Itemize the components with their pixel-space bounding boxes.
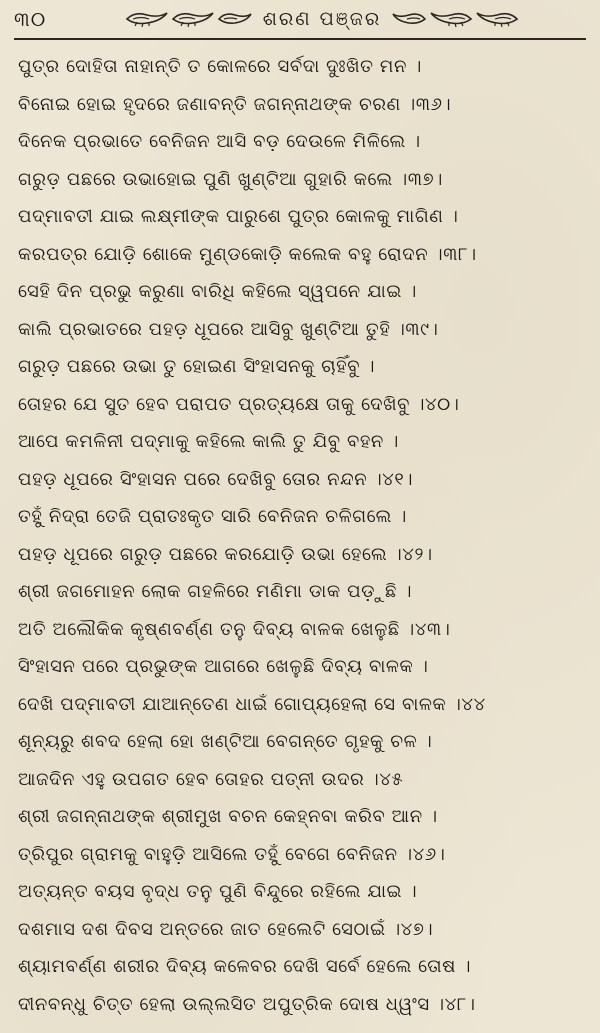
verse-line: କାଲି ପ୍ରଭାତରେ ପହଡ଼ ଧୂପରେ ଆସିବୁ ଖୁଣ୍ଟିଆ ତୁହି ।୩୯। (18, 318, 439, 340)
verse-line: ପହଡ଼ ଧୂପରେ ଗରୁଡ଼ ପଛରେ କରଯୋଡ଼ି ଉଭା ହେଲେ ।୪୨। (18, 543, 433, 565)
chapter-title: ଶରଣ ପଞ୍ଜର (262, 8, 382, 30)
verse-line: ଗରୁଡ଼ ପଛରେ ଉଭା ତୁ ହୋଇଣ ସିଂହାସନକୁ ଚାହିଁବୁ । (18, 356, 376, 377)
verse-line: ତହୁଁ ନିଦ୍ରା ତେଜି ପ୍ରାତଃକୃତ ସାରି ବେନିଜନ ଚଳିଗଲେ । (18, 506, 407, 527)
right-ornament (391, 9, 519, 29)
conch-shell-icon (217, 9, 253, 29)
verse-line: ପୁତ୍ର ଦୋହିତା ନାହାନ୍ତି ତ କୋଳରେ ସର୍ବଦା ଦୁଃଖିତ ମନ । (18, 56, 422, 77)
verse-list (14, 44, 586, 1023)
verse-line: ଶ୍ରୀ ଜଗନ୍ନାଥଙ୍କ ଶ୍ରୀମୁଖ ବଚନ କେହ୍ନବା କରିବ ଆନ । (18, 806, 438, 827)
header-rule (14, 38, 586, 40)
verse-line: ଶ୍ୟାମବର୍ଣ୍ଣ ଶରୀର ଦିବ୍ୟ କଳେବର ଦେଖି ସର୍ବେ ହେଲେ ତୋଷ । (18, 956, 472, 977)
conch-shell-icon (125, 9, 169, 29)
conch-shell-icon (171, 9, 215, 29)
verse-line: ବିନୋଇ ହୋଇ ହୃଦରେ ଜଣାବନ୍ତି ଜଗନ୍ନାଥଙ୍କ ଚରଣ ।୩୬। (18, 93, 452, 115)
verse-line: ପଦ୍ମାବତୀ ଯାଇ ଲକ୍ଷ୍ମୀଙ୍କ ପାରୁଶେ ପୁତ୍ର କୋଳକୁ ମାଗିଣ । (18, 206, 459, 227)
verse-line: ସେହି ଦିନ ପ୍ରଭୁ କରୁଣା ବାରିଧି କହିଲେ ସ୍ୱପନେ ଯାଇ । (18, 281, 417, 302)
left-ornament (125, 9, 253, 29)
verse-line: ତୋହର ଯେ ସୁତ ହେବ ପରାପତ ପ୍ରତ୍ୟକ୍ଷେ ତାକୁ ଦେଖିବୁ ।୪୦। (18, 393, 460, 415)
verse-line: କରପତ୍ର ଯୋଡ଼ି ଶୋକେ ମୁଣ୍ଡକୋଡ଼ି କଲେକ ବହୁ ରୋଦନ ।୩୮। (18, 243, 477, 265)
verse-line: ଆପେ କମଳିନୀ ପଦ୍ମାକୁ କହିଲେ କାଲି ତୁ ଯିବୁ ବହନ । (18, 431, 399, 452)
verse-line: ଶ୍ରୀ ଜଗମୋହନ ଲୋକ ଗହଳିରେ ମଣିମା ଡାକ ପଡ଼ୁଛି । (18, 581, 413, 602)
verse-line: ପହଡ଼ ଧୂପରେ ସିଂହାସନ ପରେ ଦେଖିବୁ ତୋର ନନ୍ଦନ ।୪୧। (18, 468, 414, 490)
verse-line: ଅତ୍ୟନ୍ତ ବୟସ ବୃଦ୍ଧ ତନୁ ପୁଣି ବିନ୍ଦୁରେ ରହିଲେ ଯାଇ । (18, 881, 418, 902)
conch-shell-icon (475, 9, 519, 29)
conch-shell-icon (391, 9, 427, 29)
header-center (58, 8, 586, 30)
verse-line: ଦେଖି ପଦ୍ମାବତୀ ଯାଆନ୍ତେଣ ଧାଇଁ ଗୋପ୍ୟହେଲା ସେ ବାଳକ ।୪୪ (18, 693, 486, 715)
page-number: ୩୦ (14, 7, 47, 31)
verse-line: ଅତି ଅଲୌକିକ କୃଷ୍ଣବର୍ଣ୍ଣ ତନୁ ଦିବ୍ୟ ବାଳକ ଖେଳୁଛି ।୪୩। (18, 618, 451, 640)
verse-line: ଦଶମାସ ଦଶ ଦିବସ ଅନ୍ତରେ ଜାତ ହେଲେଟି ସେଠାଇଁ ।୪୭। (18, 918, 434, 940)
page-header (14, 0, 586, 38)
conch-shell-icon (429, 9, 473, 29)
verse-line: ସିଂହାସନ ପରେ ପ୍ରଭୁଙ୍କ ଆଗରେ ଖେଳୁଛି ଦିବ୍ୟ ବାଳକ । (18, 656, 429, 677)
verse-line: ଦିନେକ ପ୍ରଭାତେ ବେନିଜନ ଆସି ବଡ଼ ଦେଉଳେ ମିଳିଲେ । (18, 131, 421, 152)
verse-line: ଆଜଦିନ ଏହୁ ଉପଗତ ହେବ ତୋହର ପତ୍ନୀ ଉଦର ।୪୫ (18, 768, 404, 790)
verse-line: ଶୂନ୍ୟରୁ ଶବଦ ହେଲା ହୋ ଖଣ୍ଟିଆ ବେଗନ୍ତେ ଗୃହକୁ ଚଳ । (18, 731, 433, 752)
verse-line: ତ୍ରିପୁର ଗ୍ରାମକୁ ବାହୁଡ଼ି ଆସିଲେ ତହୁଁ ବେଗେ ବେନିଜନ ।୪୬। (18, 843, 446, 865)
verse-line: ଗରୁଡ଼ ପଛରେ ଉଭାହୋଇ ପୁଣି ଖୁଣ୍ଟିଆ ଗୁହାରି କଲେ ।୩୭। (18, 168, 443, 190)
verse-line: ଦୀନବନ୍ଧୁ ଚିତ୍ତ ହେଲା ଉଲ୍ଲସିତ ଅପୁତ୍ରିକ ଦୋଷ ଧ୍ୱଂସ ।୪୮। (18, 993, 476, 1015)
